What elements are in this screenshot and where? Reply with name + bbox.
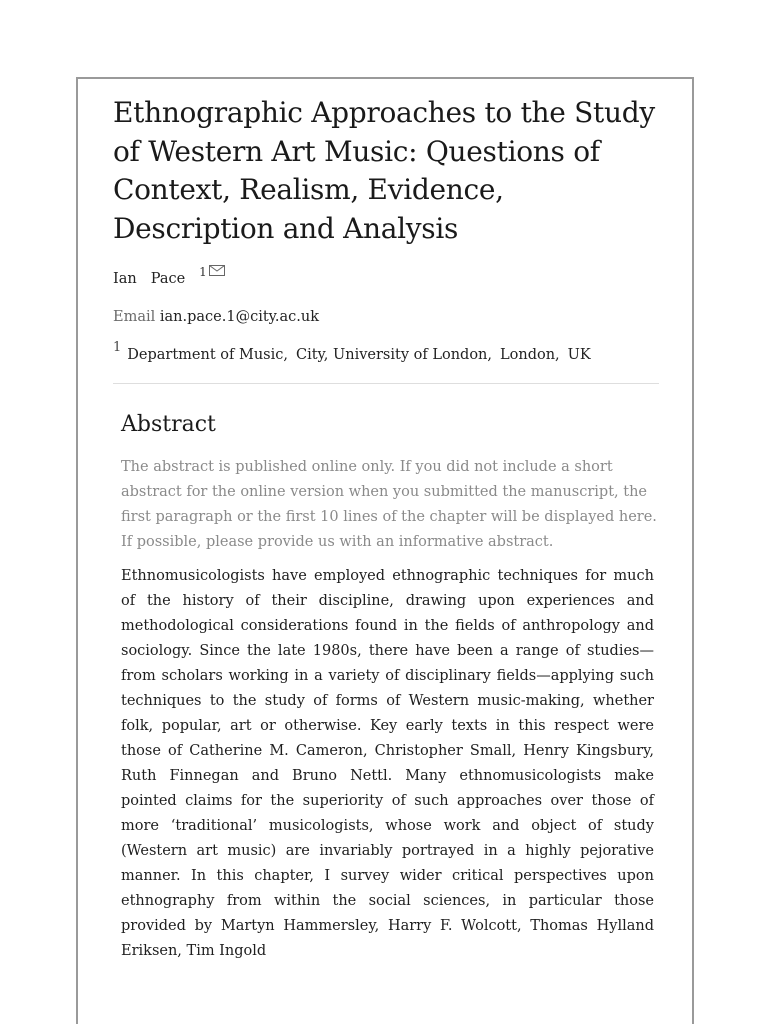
email-line [113, 309, 319, 325]
document-title: Ethnographic Approaches to the Study of Western Art Music: Questions of Context, Realism, Evidence, Description and Analysis [113, 96, 655, 245]
affiliation-ref: 1 [113, 340, 122, 355]
affiliation-institution: City, University of London, [295, 347, 492, 363]
document-page [76, 77, 694, 1024]
email-link[interactable]: ian.pace.1@city.ac.uk [159, 309, 320, 325]
envelope-icon[interactable] [209, 264, 225, 275]
divider [113, 383, 659, 384]
author-affiliation-ref: 1 [199, 265, 207, 279]
affiliation-city: London, [500, 347, 560, 363]
email-label: Email [113, 309, 156, 325]
abstract-body: Ethnomusicologists have employed ethnographic techniques for much of the history of their discipline, drawing upon experiences and methodological considerations found in the fields of anthropology and sociology. Since the late 1980s, there have been a range of studies—from scholars working in a variety of disciplinary fields—applying such techniques to the study of forms of Western music-making, whether folk, popular, art or otherwise. Key early texts in this respect were those of Catherine M. Cameron, Christopher Small, Henry Kingsbury, Ruth Finnegan and Bruno Nettl. Many ethnomusicologists make pointed claims for the superiority of such approaches over those of more ‘traditional’ musicologists, whose work and object of study (Western art music) are invariably portrayed in a highly pejorative manner. In this chapter, I survey wider critical perspectives upon ethnography from within the social sciences, in particular those provided by Martyn Hammersley, Harry F. Wolcott, Thomas Hylland Eriksen, Tim Ingold [121, 568, 654, 959]
affiliation-country: UK [567, 347, 591, 363]
abstract-note: The abstract is published online only. If you did not include a short abstract for the online version when you submitted the manuscript, the first paragraph or the first 10 lines of the chapter will be displayed here. If possible, please provide us with an informative abstract. [121, 459, 657, 550]
author-last-name: Pace [150, 271, 186, 287]
author-line [113, 265, 225, 287]
affiliation-line [113, 340, 591, 363]
abstract-heading: Abstract [121, 412, 216, 437]
author-first-name: Ian [113, 271, 137, 287]
affiliation-department: Department of Music, [127, 347, 288, 363]
